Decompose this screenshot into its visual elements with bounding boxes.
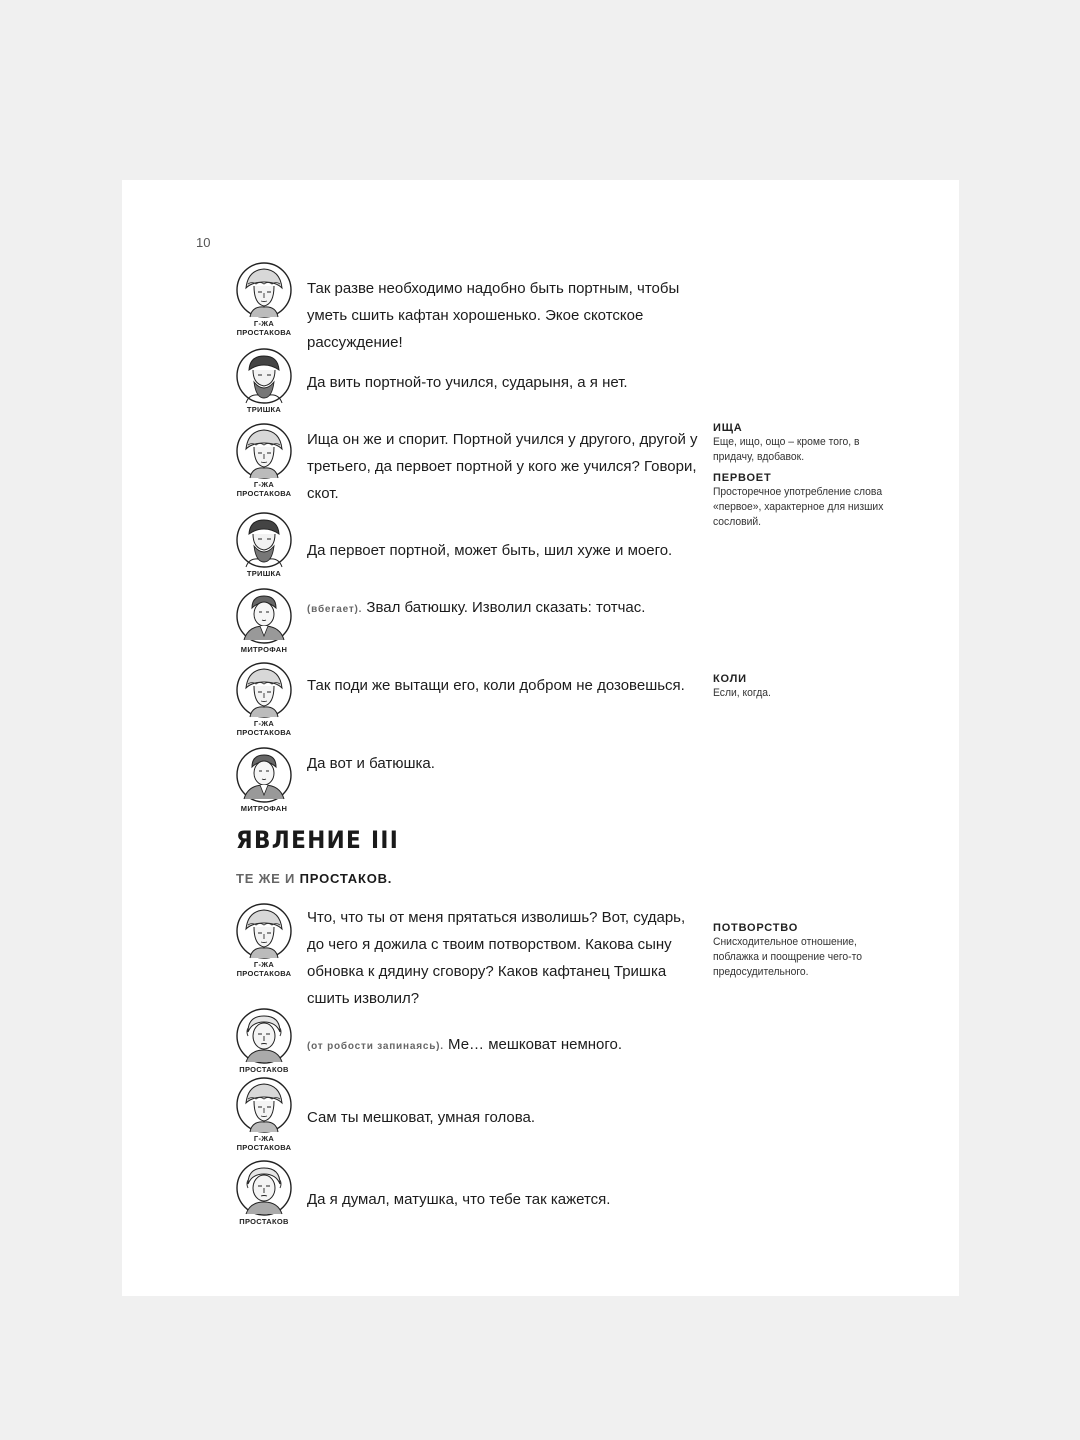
portrait-prostakova-icon	[236, 903, 292, 959]
glossary-term: ИЩА	[713, 422, 743, 434]
avatar-prostakov	[232, 1160, 296, 1226]
glossary-term: ПЕРВОЕТ	[713, 472, 772, 484]
cast-name: ПРОСТАКОВ.	[299, 871, 393, 886]
glossary-term: КОЛИ	[713, 673, 747, 685]
portrait-prostakov-icon	[236, 1160, 292, 1216]
glossary-definition: Если, когда.	[713, 687, 771, 699]
dialogue-text: Ме… мешковат немного.	[448, 1036, 623, 1053]
speaker-name: Г-ЖА ПРОСТАКОВА	[236, 960, 292, 978]
page-number: 10	[196, 235, 211, 250]
dialogue-line: Да вот и батюшка.	[307, 755, 435, 772]
scene-title: ЯВЛЕНИЕ III	[236, 826, 400, 854]
glossary-term: ПОТВОРСТВО	[713, 922, 799, 934]
avatar-prostakova	[232, 262, 296, 337]
avatar-prostakova	[232, 423, 296, 498]
avatar-prostakova	[232, 662, 296, 737]
dialogue-text: Звал батюшку. Изволил сказать: тотчас.	[366, 599, 646, 616]
dialogue-line	[307, 1031, 699, 1060]
glossary-group	[713, 921, 913, 986]
speaker-name: Г-ЖА ПРОСТАКОВА	[236, 719, 292, 737]
speaker-name: ПРОСТАКОВ	[239, 1065, 289, 1074]
avatar-prostakov	[232, 1008, 296, 1074]
speaker-name: Г-ЖА ПРОСТАКОВА	[236, 480, 292, 498]
portrait-prostakov-icon	[236, 1008, 292, 1064]
glossary-group	[713, 421, 913, 536]
speaker-name: МИТРОФАН	[240, 645, 288, 654]
dialogue-line: Что, что ты от меня прятаться изволишь? Вот, сударь, до чего я дожила с твоим потворством. Какова сыну обновка к дядину сговору? Каков кафтанец Тришка сшить изволил?	[307, 909, 686, 1007]
portrait-prostakova-icon	[236, 1077, 292, 1133]
portrait-prostakova-icon	[236, 423, 292, 479]
avatar-prostakova	[232, 903, 296, 978]
speaker-name: ТРИШКА	[246, 405, 282, 414]
glossary-group	[713, 672, 913, 707]
speaker-name: МИТРОФАН	[240, 804, 288, 813]
cast-prefix: ТЕ ЖЕ И	[236, 871, 296, 886]
avatar-trishka	[232, 348, 296, 414]
speaker-name: ПРОСТАКОВ	[239, 1217, 289, 1226]
avatar-prostakova	[232, 1077, 296, 1152]
glossary-definition: Еще, ищо, ощо – кроме того, в придачу, вдобавок.	[713, 436, 860, 463]
avatar-mitrofan	[232, 747, 296, 813]
dialogue-line: Да я думал, матушка, что тебе так кажется.	[307, 1191, 611, 1208]
glossary-definition: Снисходительное отношение, поблажка и поощрение чего-то предосудительного.	[713, 936, 863, 978]
dialogue-line	[307, 594, 699, 623]
dialogue-line: Сам ты мешковат, умная голова.	[307, 1109, 536, 1126]
dialogue-line: Так разве необходимо надобно быть портным, чтобы уметь сшить кафтан хорошенько. Экое скотское рассуждение!	[307, 280, 680, 351]
speaker-name: Г-ЖА ПРОСТАКОВА	[236, 1134, 292, 1152]
avatar-trishka	[232, 512, 296, 578]
stage-direction: (вбегает).	[307, 604, 363, 615]
portrait-trishka-icon	[236, 348, 292, 404]
speaker-name: ТРИШКА	[246, 569, 282, 578]
portrait-mitrofan-icon	[236, 588, 292, 644]
portrait-mitrofan-icon	[236, 747, 292, 803]
avatar-mitrofan	[232, 588, 296, 654]
dialogue-line: Так поди же вытащи его, коли добром не дозовешься.	[307, 677, 685, 694]
dialogue-line: Да первоет портной, может быть, шил хуже и моего.	[307, 542, 673, 559]
stage-direction: (от робости запинаясь).	[307, 1041, 444, 1052]
dialogue-line: Да вить портной-то учился, сударыня, а я нет.	[307, 374, 628, 391]
scene-cast	[236, 871, 392, 886]
portrait-prostakova-icon	[236, 662, 292, 718]
portrait-trishka-icon	[236, 512, 292, 568]
speaker-name: Г-ЖА ПРОСТАКОВА	[236, 319, 292, 337]
glossary-definition: Просторечное употребление слова «первое», характерное для низших сословий.	[713, 486, 884, 528]
portrait-prostakova-icon	[236, 262, 292, 318]
dialogue-line: Ища он же и спорит. Портной учился у другого, другой у третьего, да первоет портной у кого же учился? Говори, скот.	[307, 431, 698, 502]
